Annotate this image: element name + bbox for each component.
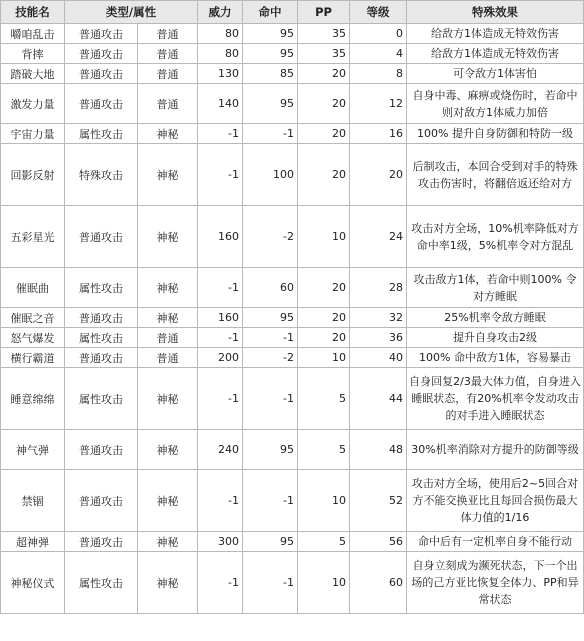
- skill-effect: 攻击对方全场，10%机率降低对方命中率1级，5%机率令对方混乱: [407, 206, 584, 268]
- skill-name: 超神弹: [1, 532, 65, 552]
- skill-effect: 给敌方1体造成无特效伤害: [407, 44, 584, 64]
- header-level: 等级: [350, 1, 407, 24]
- skill-type: 属性攻击: [65, 552, 138, 614]
- skill-name: 禁锢: [1, 470, 65, 532]
- table-row: [1, 532, 584, 552]
- skill-pp: 5: [298, 532, 350, 552]
- table-row: [1, 430, 584, 470]
- skill-accuracy: 85: [243, 64, 298, 84]
- header-skill-name: 技能名: [1, 1, 65, 24]
- skill-type: 普通攻击: [65, 24, 138, 44]
- skill-type: 普通攻击: [65, 44, 138, 64]
- table-row: [1, 470, 584, 532]
- skill-attribute: 普通: [138, 348, 198, 368]
- skill-level: 60: [350, 552, 407, 614]
- table-row: [1, 144, 584, 206]
- skill-power: 80: [198, 24, 243, 44]
- skill-level: 32: [350, 308, 407, 328]
- table-header-row: [1, 1, 584, 24]
- skill-attribute: 神秘: [138, 532, 198, 552]
- skill-level: 48: [350, 430, 407, 470]
- skill-level: 56: [350, 532, 407, 552]
- skill-level: 36: [350, 328, 407, 348]
- skill-accuracy: 95: [243, 44, 298, 64]
- skill-name: 催眠之音: [1, 308, 65, 328]
- skill-effect: 自身回复2/3最大体力值，自身进入睡眠状态，有20%机率令发动攻击的对手进入睡眠状态: [407, 368, 584, 430]
- skill-level: 8: [350, 64, 407, 84]
- skill-pp: 10: [298, 348, 350, 368]
- header-type-attribute: 类型/属性: [65, 1, 198, 24]
- skill-name: 激发力量: [1, 84, 65, 124]
- skill-name: 怒气爆发: [1, 328, 65, 348]
- skill-name: 神秘仪式: [1, 552, 65, 614]
- skill-accuracy: -1: [243, 552, 298, 614]
- skill-pp: 20: [298, 268, 350, 308]
- skill-attribute: 普通: [138, 64, 198, 84]
- skill-pp: 20: [298, 84, 350, 124]
- skill-accuracy: 100: [243, 144, 298, 206]
- skill-effect: 给敌方1体造成无特效伤害: [407, 24, 584, 44]
- table-row: [1, 206, 584, 268]
- skill-type: 属性攻击: [65, 124, 138, 144]
- header-power: 威力: [198, 1, 243, 24]
- header-accuracy: 命中: [243, 1, 298, 24]
- skill-attribute: 普通: [138, 24, 198, 44]
- skill-effect: 后制攻击，本回合受到对手的特殊攻击伤害时，将翻倍返还给对方: [407, 144, 584, 206]
- skill-name: 五彩星光: [1, 206, 65, 268]
- skill-power: 300: [198, 532, 243, 552]
- skill-level: 40: [350, 348, 407, 368]
- skill-attribute: 神秘: [138, 124, 198, 144]
- skill-attribute: 神秘: [138, 144, 198, 206]
- skill-effect: 100% 提升自身防御和特防一级: [407, 124, 584, 144]
- skill-pp: 20: [298, 124, 350, 144]
- skill-attribute: 神秘: [138, 470, 198, 532]
- header-special-effect: 特殊效果: [407, 1, 584, 24]
- skill-name: 睡意绵绵: [1, 368, 65, 430]
- table-row: [1, 84, 584, 124]
- skill-name: 催眠曲: [1, 268, 65, 308]
- skill-effect: 30%机率消除对方提升的防御等级: [407, 430, 584, 470]
- skill-accuracy: -1: [243, 328, 298, 348]
- skill-attribute: 普通: [138, 84, 198, 124]
- skill-effect: 攻击敌方1体，若命中则100% 令对方睡眠: [407, 268, 584, 308]
- skill-pp: 35: [298, 44, 350, 64]
- skill-pp: 10: [298, 206, 350, 268]
- skill-attribute: 神秘: [138, 206, 198, 268]
- skill-pp: 20: [298, 308, 350, 328]
- table-row: [1, 348, 584, 368]
- skill-effect: 可令敌方1体害怕: [407, 64, 584, 84]
- skill-name: 踏破大地: [1, 64, 65, 84]
- skill-pp: 5: [298, 430, 350, 470]
- skill-attribute: 神秘: [138, 268, 198, 308]
- skill-type: 普通攻击: [65, 84, 138, 124]
- skill-power: 140: [198, 84, 243, 124]
- skill-type: 普通攻击: [65, 430, 138, 470]
- skill-power: -1: [198, 552, 243, 614]
- skill-accuracy: 95: [243, 430, 298, 470]
- skill-level: 28: [350, 268, 407, 308]
- skill-pp: 20: [298, 144, 350, 206]
- skill-level: 44: [350, 368, 407, 430]
- skill-type: 属性攻击: [65, 268, 138, 308]
- skill-power: -1: [198, 368, 243, 430]
- skill-type: 普通攻击: [65, 532, 138, 552]
- table-row: [1, 308, 584, 328]
- skill-power: 200: [198, 348, 243, 368]
- header-pp: PP: [298, 1, 350, 24]
- skill-type: 普通攻击: [65, 308, 138, 328]
- skill-pp: 20: [298, 64, 350, 84]
- skill-attribute: 普通: [138, 44, 198, 64]
- skill-accuracy: 60: [243, 268, 298, 308]
- skill-power: -1: [198, 470, 243, 532]
- table-row: [1, 368, 584, 430]
- skill-name: 嚼咱乱击: [1, 24, 65, 44]
- skill-effect: 攻击对方全场，使用后2~5回合对方不能交换亚比且每回合损伤最大体力值的1/16: [407, 470, 584, 532]
- skill-power: 130: [198, 64, 243, 84]
- skill-power: -1: [198, 124, 243, 144]
- skill-accuracy: -1: [243, 124, 298, 144]
- skill-level: 16: [350, 124, 407, 144]
- skill-attribute: 神秘: [138, 552, 198, 614]
- skill-type: 普通攻击: [65, 348, 138, 368]
- skill-accuracy: 95: [243, 308, 298, 328]
- table-row: [1, 552, 584, 614]
- skill-pp: 20: [298, 328, 350, 348]
- skill-pp: 35: [298, 24, 350, 44]
- table-row: [1, 64, 584, 84]
- skill-effect: 提升自身攻击2级: [407, 328, 584, 348]
- skill-type: 普通攻击: [65, 64, 138, 84]
- skill-accuracy: 95: [243, 24, 298, 44]
- table-row: [1, 24, 584, 44]
- table-row: [1, 328, 584, 348]
- table-row: [1, 268, 584, 308]
- skill-pp: 5: [298, 368, 350, 430]
- skill-name: 横行霸道: [1, 348, 65, 368]
- skill-level: 12: [350, 84, 407, 124]
- skill-attribute: 神秘: [138, 308, 198, 328]
- skill-accuracy: -1: [243, 470, 298, 532]
- skill-attribute: 神秘: [138, 368, 198, 430]
- skill-type: 属性攻击: [65, 368, 138, 430]
- skill-accuracy: 95: [243, 84, 298, 124]
- table-row: [1, 124, 584, 144]
- skill-power: -1: [198, 144, 243, 206]
- skill-name: 宇宙力量: [1, 124, 65, 144]
- skill-power: 80: [198, 44, 243, 64]
- skill-level: 20: [350, 144, 407, 206]
- skill-accuracy: 95: [243, 532, 298, 552]
- skill-name: 背摔: [1, 44, 65, 64]
- skill-pp: 10: [298, 552, 350, 614]
- skill-effect: 100% 命中敌方1体，容易暴击: [407, 348, 584, 368]
- skill-type: 普通攻击: [65, 206, 138, 268]
- skill-level: 52: [350, 470, 407, 532]
- skill-attribute: 普通: [138, 328, 198, 348]
- skill-type: 属性攻击: [65, 328, 138, 348]
- skill-power: 160: [198, 308, 243, 328]
- skill-name: 神气弹: [1, 430, 65, 470]
- skill-level: 4: [350, 44, 407, 64]
- skill-effect: 自身中毒、麻痹或烧伤时，若命中则对敌方1体威力加倍: [407, 84, 584, 124]
- skill-type: 特殊攻击: [65, 144, 138, 206]
- skill-effect: 自身立刻成为濒死状态，下一个出场的己方亚比恢复全体力、PP和异常状态: [407, 552, 584, 614]
- skill-accuracy: -2: [243, 348, 298, 368]
- skill-accuracy: -1: [243, 368, 298, 430]
- skill-effect: 命中后有一定机率自身不能行动: [407, 532, 584, 552]
- skill-level: 0: [350, 24, 407, 44]
- skill-power: -1: [198, 328, 243, 348]
- skill-type: 普通攻击: [65, 470, 138, 532]
- skill-effect: 25%机率令敌方睡眠: [407, 308, 584, 328]
- skill-pp: 10: [298, 470, 350, 532]
- table-row: [1, 44, 584, 64]
- skill-power: -1: [198, 268, 243, 308]
- skill-power: 160: [198, 206, 243, 268]
- skill-accuracy: -2: [243, 206, 298, 268]
- skill-power: 240: [198, 430, 243, 470]
- skill-attribute: 神秘: [138, 430, 198, 470]
- skill-name: 回影反射: [1, 144, 65, 206]
- skill-level: 24: [350, 206, 407, 268]
